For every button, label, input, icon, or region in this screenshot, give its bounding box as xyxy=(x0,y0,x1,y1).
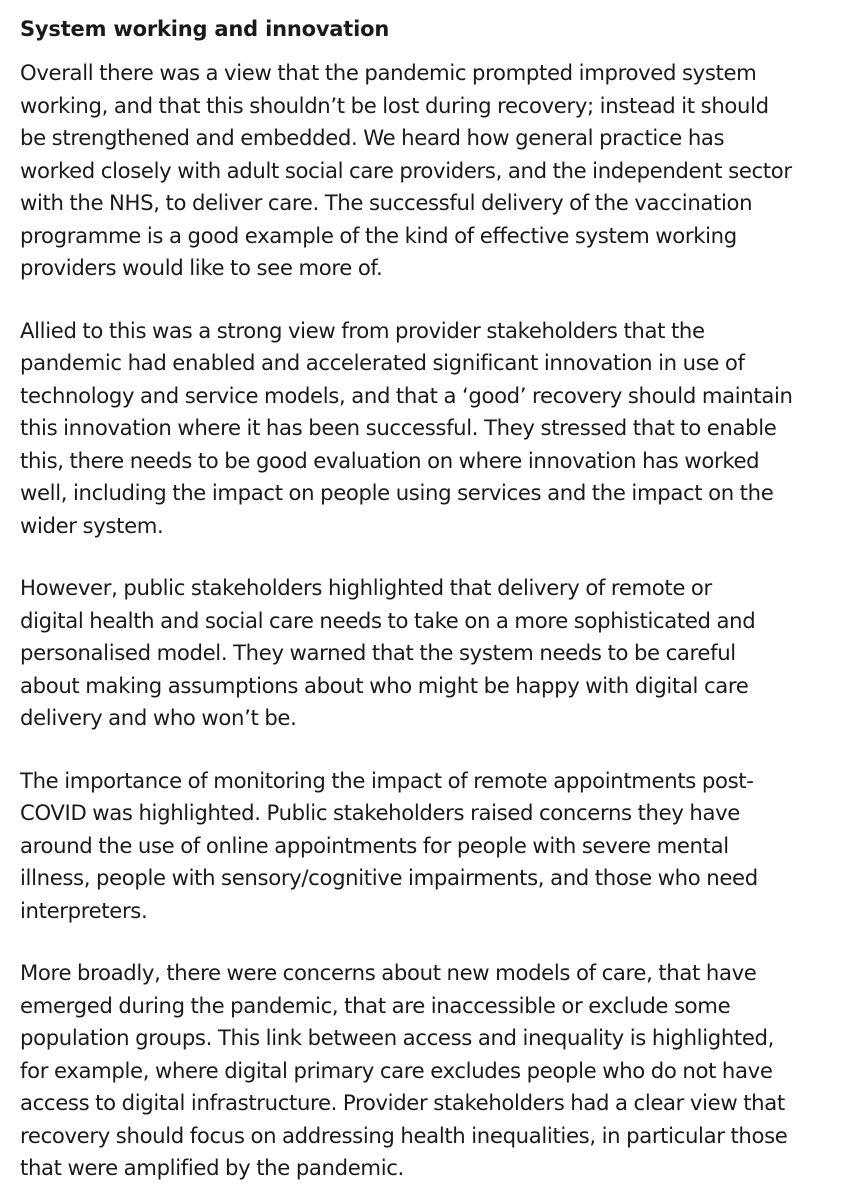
paragraph-inequalities xyxy=(20,957,823,1185)
text-line: COVID was highlighted. Public stakeholders raised concerns they have xyxy=(20,800,740,825)
text-line: recovery should focus on addressing health inequalities, in particular those xyxy=(20,1122,788,1148)
text-line: that were amplified by the pandemic. xyxy=(20,1155,404,1180)
text-line: population groups. This link between access and inequality is highlighted, xyxy=(20,1025,775,1050)
text-line: personalised model. They warned that the system needs to be careful xyxy=(20,640,736,665)
text-line: technology and service models, and that a ‘good’ recovery should maintain xyxy=(20,382,793,408)
text-line: for example, where digital primary care excludes people who do not have xyxy=(20,1057,773,1083)
text-line: this, there needs to be good evaluation on where innovation has worked xyxy=(20,447,760,473)
text-line: worked closely with adult social care providers, and the independent sector xyxy=(20,157,792,183)
text-line: interpreters. xyxy=(20,897,148,923)
text-line: delivery and who won’t be. xyxy=(20,705,297,730)
section-heading: System working and innovation xyxy=(20,17,390,41)
text-line: be strengthened and embedded. We heard how general practice has xyxy=(20,125,725,150)
text-line: with the NHS, to deliver care. The successful delivery of the vaccination xyxy=(20,190,753,215)
text-line: well, including the impact on people using services and the impact on the xyxy=(20,480,774,505)
text-line: Overall there was a view that the pandemic prompted improved system xyxy=(20,60,757,85)
text-line: access to digital infrastructure. Provider stakeholders had a clear view that xyxy=(20,1090,785,1115)
text-line: programme is a good example of the kind of effective system working xyxy=(20,222,737,248)
text-line: digital health and social care needs to take on a more sophisticated and xyxy=(20,607,756,633)
paragraph-innovation xyxy=(20,315,823,543)
text-line: around the use of online appointments for people with severe mental xyxy=(20,832,729,858)
text-line: this innovation where it has been successful. They stressed that to enable xyxy=(20,415,777,440)
paragraph-remote-appointments xyxy=(20,765,823,928)
text-line: Allied to this was a strong view from provider stakeholders that the xyxy=(20,317,705,343)
text-line: The importance of monitoring the impact of remote appointments post- xyxy=(20,767,754,793)
text-line: pandemic had enabled and accelerated significant innovation in use of xyxy=(20,350,745,375)
text-line: providers would like to see more of. xyxy=(20,255,383,280)
paragraph-digital-care xyxy=(20,572,823,735)
text-line: More broadly, there were concerns about new models of care, that have xyxy=(20,960,757,985)
paragraph-system-working xyxy=(20,57,823,285)
text-line: However, public stakeholders highlighted that delivery of remote or xyxy=(20,575,712,600)
text-line: about making assumptions about who might be happy with digital care xyxy=(20,672,749,698)
text-line: illness, people with sensory/cognitive impairments, and those who need xyxy=(20,865,758,890)
text-line: working, and that this shouldn’t be lost during recovery; instead it should xyxy=(20,92,769,118)
text-line: emerged during the pandemic, that are inaccessible or exclude some xyxy=(20,992,731,1018)
text-line: wider system. xyxy=(20,512,164,538)
